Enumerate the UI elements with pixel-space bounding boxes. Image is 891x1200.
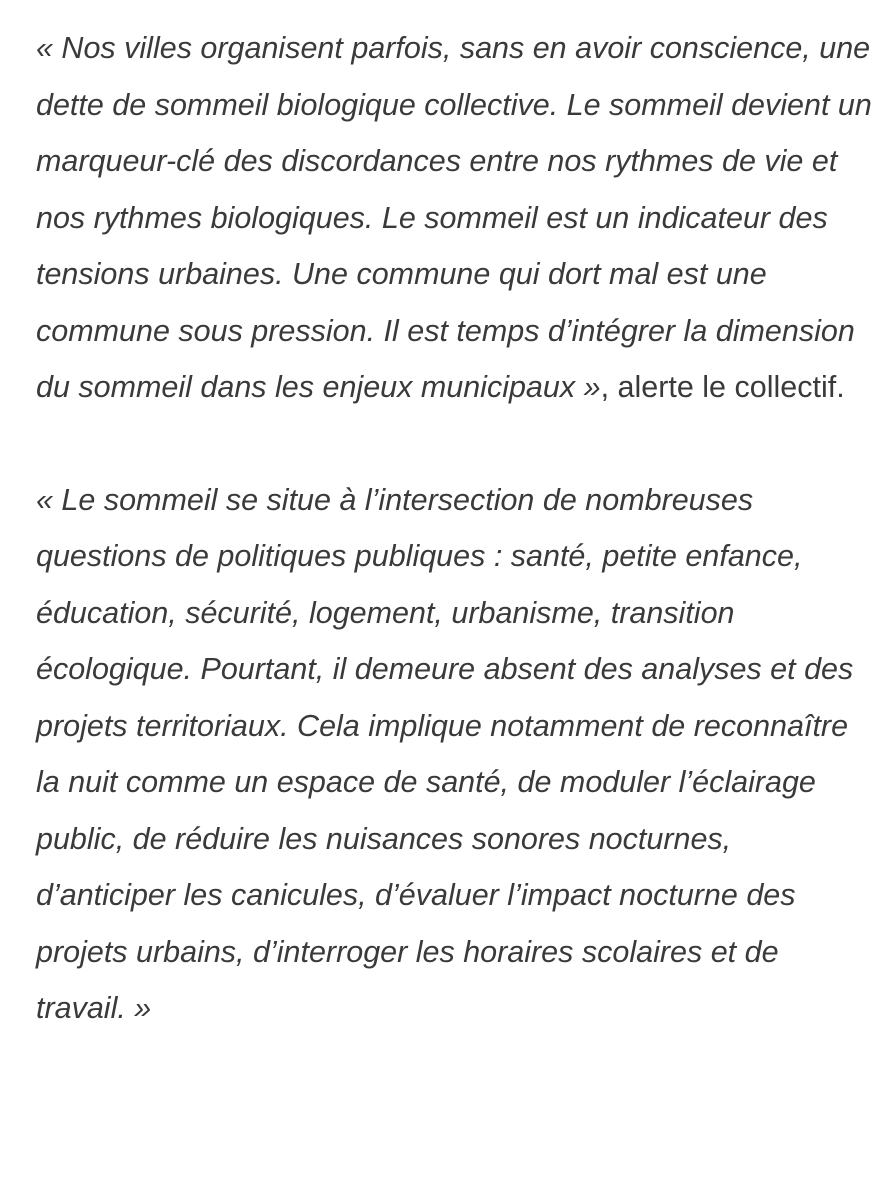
attribution-text: , alerte le collectif. xyxy=(600,370,845,404)
paragraph-quote-sleep-debt xyxy=(36,20,876,416)
article-body xyxy=(36,20,876,1037)
paragraph-quote-public-policy xyxy=(36,472,876,1037)
quote-text: « Le sommeil se situe à l’intersection de nombreuses questions de politiques publiques : santé, petite enfance, éducation, sécurité, logement, urbanisme, transition écologique. Pourtant, il demeure absent des analyses et des projets territoriaux. Cela implique notamment de reconnaître la nuit comme un espace de santé, de moduler l’éclairage public, de réduire les nuisances sonores nocturnes, d’anticiper les canicules, d’évaluer l’impact nocturne des projets urbains, d’interroger les horaires scolaires et de travail. » xyxy=(36,482,854,1025)
quote-text: « Nos villes organisent parfois, sans en avoir conscience, une dette de sommeil biologique collective. Le sommeil devient un marqueur-clé des discordances entre nos rythmes de vie et nos rythmes biologiques. Le sommeil est un indicateur des tensions urbaines. Une commune qui dort mal est une commune sous pression. Il est temps d’intégrer la dimension du sommeil dans les enjeux municipaux » xyxy=(36,31,872,404)
